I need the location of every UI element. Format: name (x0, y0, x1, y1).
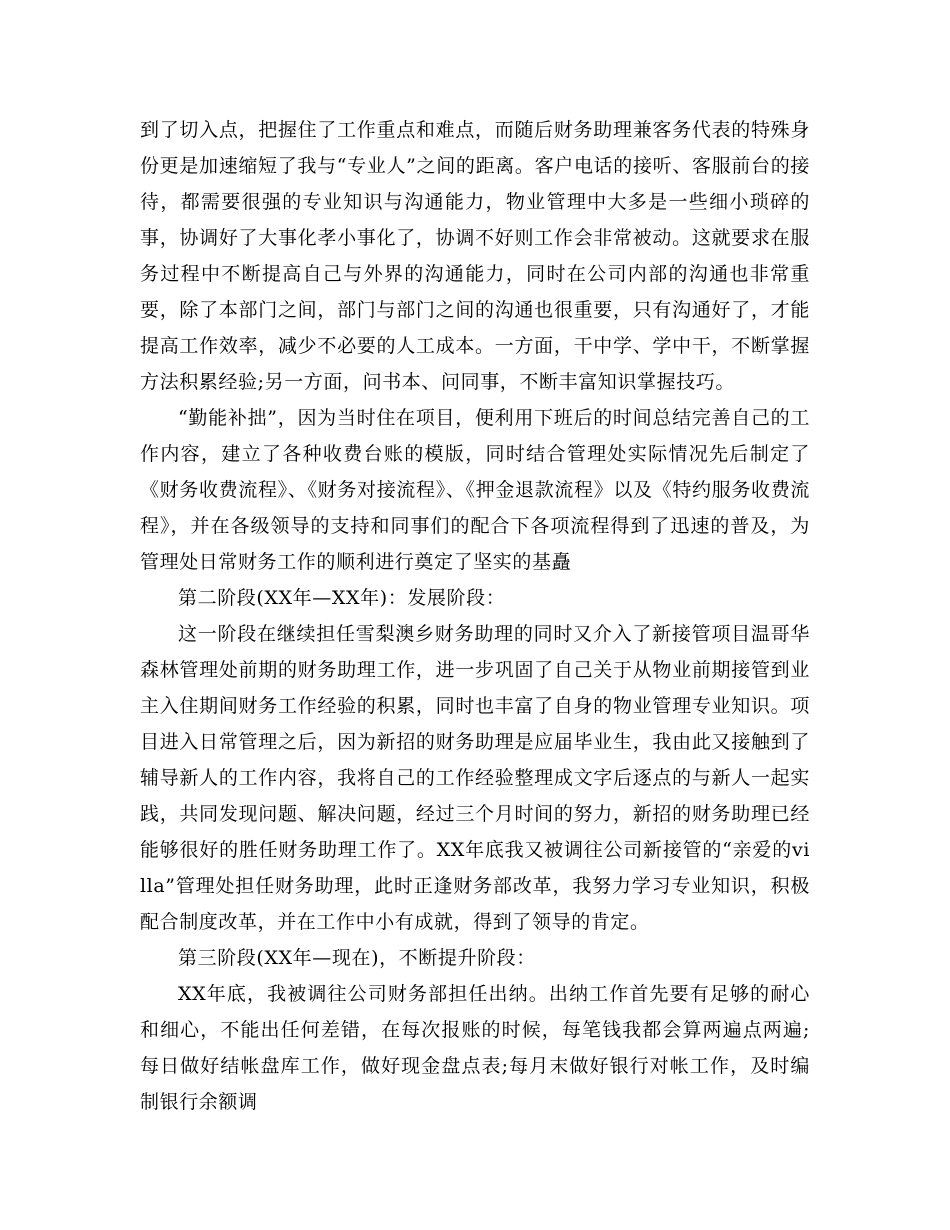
section-heading-stage-3: 第三阶段(XX年—现在)，不断提升阶段： (178, 947, 536, 969)
paragraph-2: “勤能补拙”，因为当时住在项目，便利用下班后的时间总结完善自己的工作内容，建立了各种收费台账的模版，同时结合管理处实际情况先后制定了《财务收费流程》、《财务对接流程》、《押金退款流程》以及《特约服务收费流程》，并在各级领导的支持和同事们的配合下各项流程得到了迅速的普及，为管理处日常财务工作的顺利进行奠定了坚实的基矗 (140, 407, 810, 573)
section-heading-stage-2: 第二阶段(XX年—XX年)：发展阶段： (178, 587, 506, 609)
paragraph-3: 这一阶段在继续担任雪梨澳乡财务助理的同时又介入了新接管项目温哥华森林管理处前期的财务助理工作，进一步巩固了自己关于从物业前期接管到业主入住期间财务工作经验的积累，同时也丰富了自身的物业管理专业知识。项目进入日常管理之后，因为新招的财务助理是应届毕业生，我由此又接触到了辅导新人的工作内容，我将自己的工作经验整理成文字后逐点的与新人一起实践，共同发现问题、解决问题，经过三个月时间的努力，新招的财务助理已经能够很好的胜任财务助理工作了。XX年底我又被调往公司新接管的“亲爱的villa”管理处担任财务助理，此时正逢财务部改革，我努力学习专业知识，积极配合制度改革，并在工作中小有成就，得到了领导的肯定。 (140, 623, 810, 933)
paragraph-1: 到了切入点，把握住了工作重点和难点，而随后财务助理兼客务代表的特殊身份更是加速缩短了我与“专业人”之间的距离。客户电话的接听、客服前台的接待，都需要很强的专业知识与沟通能力，物业管理中大多是一些细小琐碎的事，协调好了大事化孝小事化了，协调不好则工作会非常被动。这就要求在服务过程中不断提高自己与外界的沟通能力，同时在公司内部的沟通也非常重要，除了本部门之间，部门与部门之间的沟通也很重要，只有沟通好了，才能提高工作效率，减少不必要的人工成本。一方面，干中学、学中干，不断掌握方法积累经验;另一方面，问书本、问同事，不断丰富知识掌握技巧。 (140, 119, 810, 393)
paragraph-4: XX年底，我被调往公司财务部担任出纳。出纳工作首先要有足够的耐心和细心，不能出任何差错，在每次报账的时候，每笔钱我都会算两遍点两遍;每日做好结帐盘库工作，做好现金盘点表;每月末做好银行对帐工作，及时编制银行余额调 (140, 983, 810, 1113)
